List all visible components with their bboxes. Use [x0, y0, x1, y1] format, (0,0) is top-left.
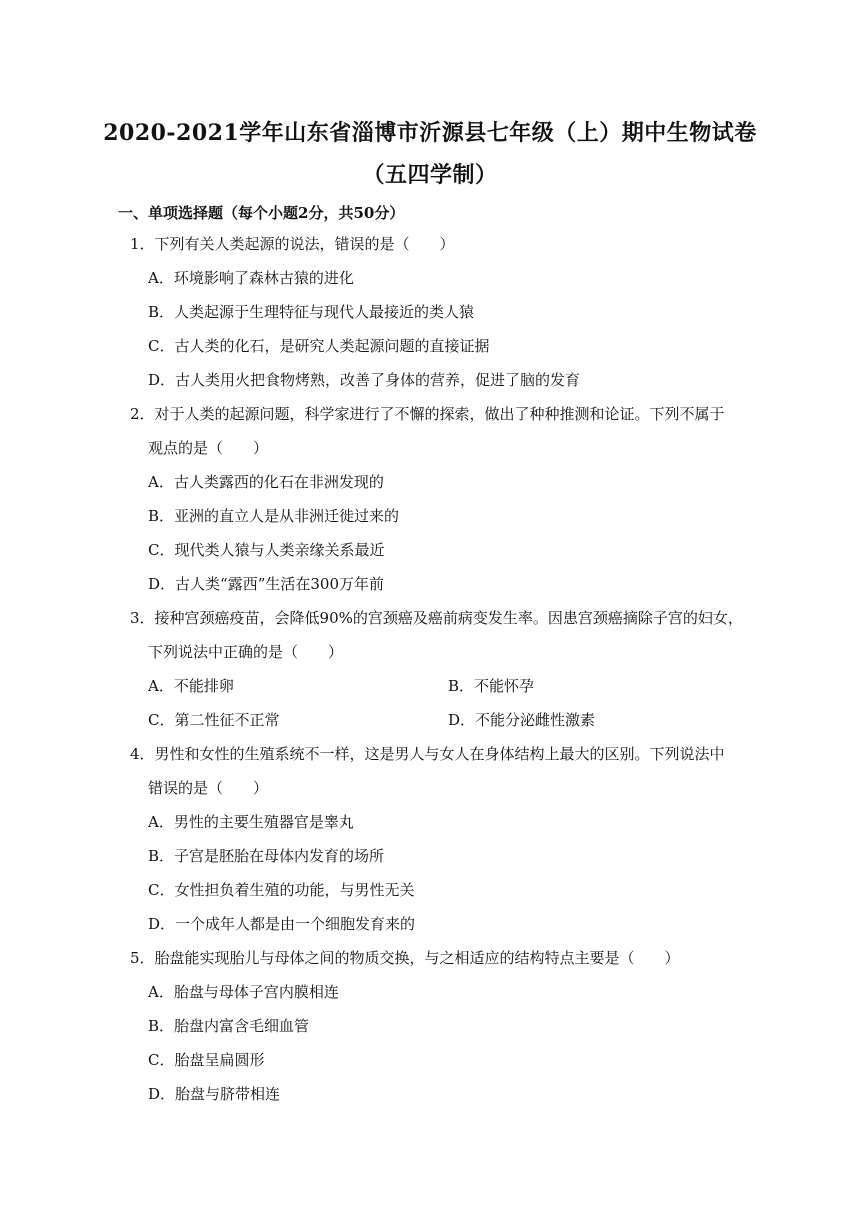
question-2-option-c: C．现代类人猿与人类亲缘关系最近 [148, 541, 385, 559]
question-4-stem: 4．男性和女性的生殖系统不一样，这是男人与女人在身体结构上最大的区别。下列说法中 [130, 745, 725, 763]
question-3-stem-cont: 下列说法中正确的是（ ） [148, 643, 344, 661]
exam-title-line2: （五四学制） [362, 162, 498, 188]
question-5-option-a: A．胎盘与母体子宫内膜相连 [148, 983, 339, 1001]
question-5-option-d: D．胎盘与脐带相连 [148, 1085, 281, 1103]
question-4-option-a: A．男性的主要生殖器官是睾丸 [148, 813, 354, 831]
question-2-stem: 2．对于人类的起源问题，科学家进行了不懈的探索，做出了种种推测和论证。下列不属于 [130, 405, 725, 423]
question-2-stem-cont: 观点的是（ ） [148, 439, 269, 457]
section-heading: 一、单项选择题（每个小题2分，共50分） [118, 204, 405, 222]
question-3-option-b: B．不能怀孕 [448, 677, 535, 695]
question-2-option-a: A．古人类露西的化石在非洲发现的 [148, 473, 384, 491]
question-4-option-b: B．子宫是胚胎在母体内发育的场所 [148, 847, 385, 865]
question-5-stem: 5．胎盘能实现胎儿与母体之间的物质交换，与之相适应的结构特点主要是（ ） [130, 949, 680, 967]
question-4-option-d: D．一个成年人都是由一个细胞发育来的 [148, 915, 416, 933]
question-1-option-b: B．人类起源于生理特征与现代人最接近的类人猿 [148, 303, 475, 321]
question-3-option-d: D．不能分泌雌性激素 [448, 711, 596, 729]
question-5-option-b: B．胎盘内富含毛细血管 [148, 1017, 310, 1035]
question-3-option-a: A．不能排卵 [148, 677, 234, 695]
question-2-option-b: B．亚洲的直立人是从非洲迁徙过来的 [148, 507, 400, 525]
question-1-stem: 1．下列有关人类起源的说法，错误的是（ ） [130, 235, 455, 253]
question-5-option-c: C．胎盘呈扁圆形 [148, 1051, 265, 1069]
question-2-option-d: D．古人类“露西”生活在300万年前 [148, 575, 384, 593]
question-4-option-c: C．女性担负着生殖的功能，与男性无关 [148, 881, 415, 899]
question-1-option-d: D．古人类用火把食物烤熟，改善了身体的营养，促进了脑的发育 [148, 371, 581, 389]
question-3-option-c: C．第二性征不正常 [148, 711, 280, 729]
question-3-stem: 3．接种宫颈癌疫苗，会降低90%的宫颈癌及癌前病变发生率。因患宫颈癌摘除子宫的妇女， [130, 609, 743, 627]
exam-title-line1: 2020-2021学年山东省淄博市沂源县七年级（上）期中生物试卷 [103, 120, 757, 146]
question-4-stem-cont: 错误的是（ ） [148, 779, 269, 797]
question-1-option-c: C．古人类的化石，是研究人类起源问题的直接证据 [148, 337, 490, 355]
question-1-option-a: A．环境影响了森林古猿的进化 [148, 269, 354, 287]
